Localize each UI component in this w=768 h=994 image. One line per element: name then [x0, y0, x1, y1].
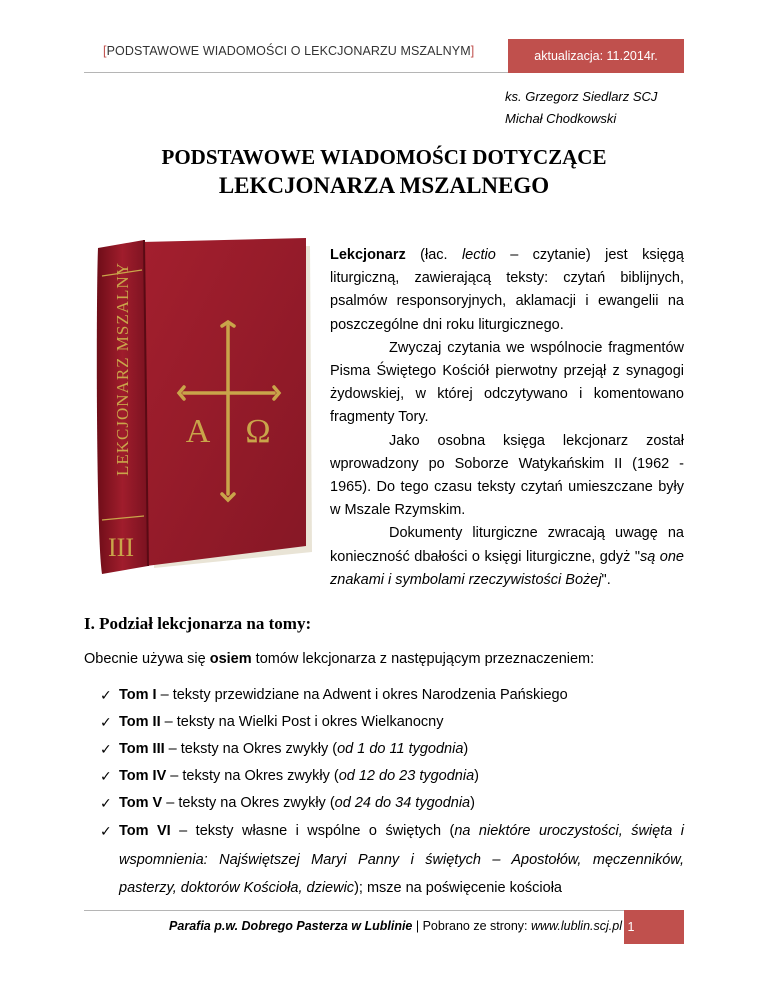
volume-item [100, 763, 684, 790]
intro-p4-b: ". [601, 571, 611, 588]
intro-text-a: (łac. [405, 247, 462, 263]
volume-desc: – teksty na Okres zwykły ( [166, 768, 339, 784]
volume-item [100, 790, 684, 817]
latin-term: lectio [461, 247, 496, 263]
checkmark-icon: ✓ [100, 714, 112, 730]
title-line-1: PODSTAWOWE WIADOMOŚCI DOTYCZĄCE [161, 145, 607, 169]
volume-item [100, 736, 684, 763]
footer-url[interactable]: www.lublin.scj.pl [530, 919, 622, 933]
volume-tail: ) [463, 741, 469, 757]
intro-p4-a: Dokumenty liturgiczne zwracają uwagę na konieczność dbałości o księgi liturgiczne, gdyż " [330, 525, 684, 565]
volume-name: Tom III [119, 741, 165, 757]
volume-name: Tom VI [119, 823, 171, 839]
alpha-icon: A [185, 413, 211, 450]
authors [505, 86, 657, 130]
volume-name: Tom V [119, 795, 163, 811]
author-1: ks. Grzegorz Siedlarz SCJ [505, 89, 658, 104]
intro-paragraph-3: Jako osobna księga lekcjonarz został wprowadzony po Soborze Watykańskim II (1962 - 1965). Do tego czasu teksty czytań umieszczane były w Mszale Rzymskim. [330, 432, 684, 519]
page-number: 1 [627, 920, 635, 934]
lead-a: Obecnie używa się [84, 651, 210, 667]
omega-icon: Ω [245, 413, 271, 450]
lead-b: tomów lekcjonarza z następującym przeznaczeniem: [251, 651, 595, 667]
volume-desc: – teksty własne i wspólne o świętych ( [170, 823, 455, 839]
intro-text [330, 244, 684, 592]
volume-tail: ); msze na poświęcenie kościoła [354, 880, 562, 896]
volume-name: Tom I [119, 687, 157, 703]
intro-paragraph-2: Zwyczaj czytania we wspólnocie fragmentów Pisma Świętego Kościół pierwotny przejął z synagogi żydowskiej, w której odczytywano i komentowano fragmenty Tory. [330, 339, 684, 426]
checkmark-icon: ✓ [100, 741, 112, 757]
bracket-close: ] [470, 44, 475, 58]
volume-name: Tom IV [119, 768, 167, 784]
footer-parish: Parafia p.w. Dobrego Pasterza w Lublinie [169, 919, 413, 933]
volume-tail: ) [474, 768, 479, 784]
volumes-list [100, 682, 684, 903]
volume-desc: – teksty na Okres zwykły ( [162, 795, 335, 811]
document-title [84, 143, 684, 201]
footer-separator: | Pobrano ze strony: [412, 919, 531, 933]
page-footer [84, 919, 622, 933]
intro-paragraph-1 [330, 244, 684, 337]
volume-item [100, 709, 684, 736]
volume-range: na niektóre uroczystości, święta i wspomnienia: Najświętszej Maryi Panny i świętych – Apostołów, męczenników, pasterzy, doktorów Kościoła, dziewic [119, 823, 684, 896]
header-update-text: aktualizacja: 11.2014r. [534, 49, 658, 63]
header-divider [84, 72, 508, 73]
volume-item [100, 817, 684, 903]
checkmark-icon: ✓ [100, 823, 112, 839]
checkmark-icon: ✓ [100, 768, 112, 784]
checkmark-icon: ✓ [100, 687, 112, 703]
lead-bold: osiem [209, 651, 252, 667]
page-header [0, 0, 768, 75]
volume-tail: ) [470, 795, 475, 811]
header-title [103, 44, 474, 58]
footer-divider [84, 910, 684, 911]
quote: są one znakami i symbolami rzeczywistości Bożej [330, 548, 684, 588]
book-cover [142, 238, 306, 566]
bracket-open: [ [103, 44, 107, 58]
volume-desc: – teksty na Wielki Post i okres Wielkanocny [160, 714, 444, 730]
page-number-badge [624, 910, 684, 944]
spine-volume: III [108, 533, 134, 562]
volume-name: Tom II [119, 714, 161, 730]
volume-range: od 24 do 34 tygodnia [334, 795, 471, 811]
volume-item [100, 682, 684, 709]
term-lekcjonarz: Lekcjonarz [330, 247, 406, 263]
author-2: Michał Chodkowski [505, 111, 617, 126]
header-title-text: PODSTAWOWE WIADOMOŚCI O LEKCJONARZU MSZALNYM [106, 44, 471, 58]
volume-desc: – teksty przewidziane na Adwent i okres Narodzenia Pańskiego [156, 687, 568, 703]
volume-range: od 12 do 23 tygodnia [338, 768, 475, 784]
intro-paragraph-4 [330, 522, 684, 592]
checkmark-icon: ✓ [100, 795, 112, 811]
intro-text-b: – czytanie) jest księgą liturgiczną, zawierającą teksty: czytań biblijnych, psalmów responsoryjnych, aklamacji i ewangelii na poszczególne dni roku liturgicznego. [330, 247, 684, 333]
volume-range: od 1 do 11 tygodnia [337, 741, 464, 757]
section-lead [84, 651, 594, 667]
spine-title: LEKCJONARZ MSZALNY [113, 262, 132, 476]
title-line-2: LEKCJONARZA MSZALNEGO [218, 173, 550, 198]
volume-desc: – teksty na Okres zwykły ( [164, 741, 338, 757]
section-heading: I. Podział lekcjonarza na tomy: [84, 614, 312, 633]
header-update-badge [508, 39, 684, 73]
lectionary-book-image [92, 236, 316, 579]
